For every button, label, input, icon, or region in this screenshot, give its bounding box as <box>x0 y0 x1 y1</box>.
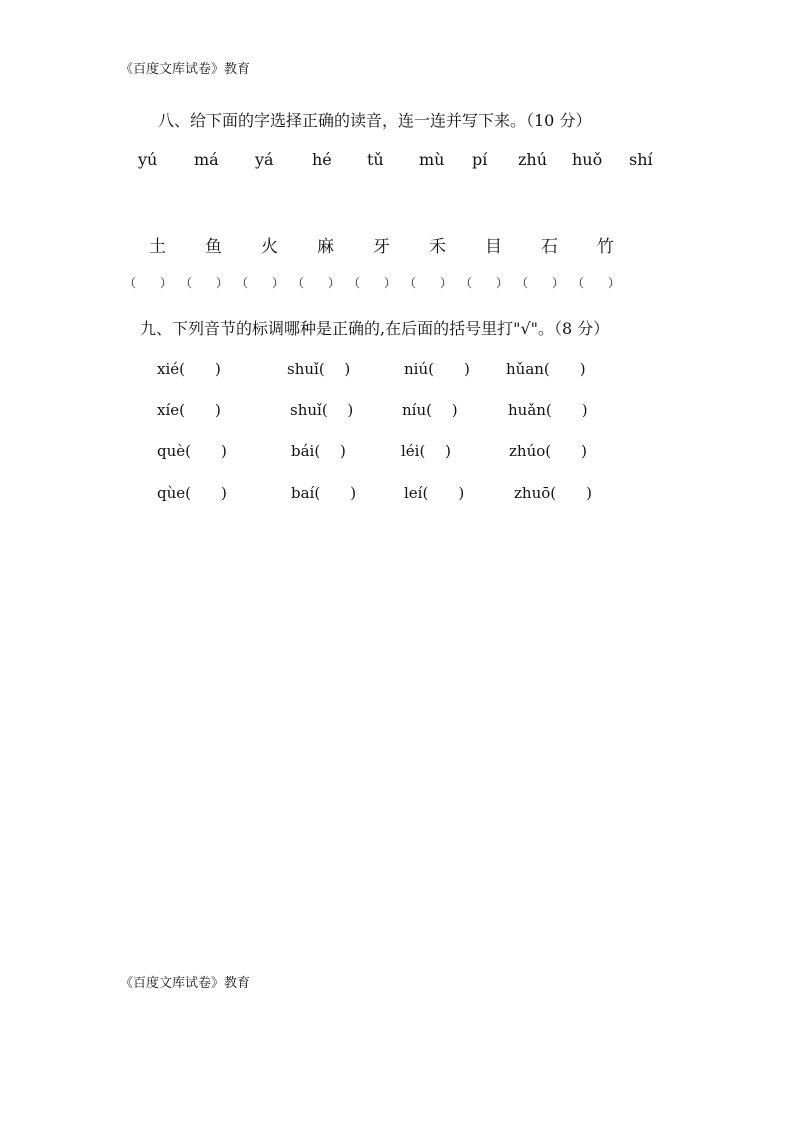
character-item: 牙 <box>373 237 390 257</box>
character-item: 石 <box>541 237 558 257</box>
pinyin-option: yá <box>255 150 274 169</box>
tone-option[interactable]: shuǐ( ) <box>287 360 351 378</box>
tone-option[interactable]: niú( ) <box>404 360 470 378</box>
tone-row <box>0 358 794 382</box>
character-item: 竹 <box>597 237 614 257</box>
tone-option[interactable]: shuǐ( ) <box>290 401 354 419</box>
question-9-title: 九、下列音节的标调哪种是正确的,在后面的括号里打"√"。（8 分） <box>140 319 610 338</box>
tone-row <box>0 399 794 423</box>
tone-option[interactable]: hǔan( ) <box>506 360 586 378</box>
tone-option[interactable]: zhuō( ) <box>514 484 592 502</box>
pinyin-option: hé <box>312 150 332 169</box>
tone-option[interactable]: què( ) <box>157 442 227 460</box>
character-item: 麻 <box>317 237 334 257</box>
answer-blank[interactable]: （ ） <box>236 276 285 290</box>
pinyin-option: shí <box>629 150 653 169</box>
answer-blank[interactable]: （ ） <box>460 276 509 290</box>
character-item: 目 <box>485 237 502 257</box>
tone-row <box>0 440 794 464</box>
tone-option[interactable]: xíe( ) <box>157 401 221 419</box>
character-item: 禾 <box>429 237 446 257</box>
tone-option[interactable]: qùe( ) <box>157 484 227 502</box>
tone-option[interactable]: zhúo( ) <box>509 442 587 460</box>
answer-blank[interactable]: （ ） <box>404 276 453 290</box>
character-item: 土 <box>149 237 166 257</box>
answer-blank[interactable]: （ ） <box>516 276 565 290</box>
pinyin-option: zhú <box>518 150 548 169</box>
answer-blank[interactable]: （ ） <box>124 276 173 290</box>
character-item: 火 <box>261 237 278 257</box>
tone-option[interactable]: xié( ) <box>157 360 221 378</box>
answer-blank[interactable]: （ ） <box>292 276 341 290</box>
character-item: 鱼 <box>205 237 222 257</box>
tone-option[interactable]: leí( ) <box>404 484 465 502</box>
tone-option[interactable]: léi( ) <box>401 442 451 460</box>
pinyin-option: mù <box>419 150 445 169</box>
tone-option[interactable]: níu( ) <box>402 401 458 419</box>
question-8-title: 八、给下面的字选择正确的读音，连一连并写下来。（10 分） <box>158 111 592 130</box>
answer-blank[interactable]: （ ） <box>348 276 397 290</box>
answer-blanks-row <box>0 274 794 298</box>
page-header: 《百度文库试卷》教育 <box>120 62 251 77</box>
tone-option[interactable]: baí( ) <box>291 484 357 502</box>
tone-option[interactable]: huǎn( ) <box>508 401 588 419</box>
tone-row <box>0 482 794 506</box>
answer-blank[interactable]: （ ） <box>180 276 229 290</box>
pinyin-option: tǔ <box>367 150 384 169</box>
pinyin-option: pí <box>472 150 488 169</box>
answer-blank[interactable]: （ ） <box>572 276 621 290</box>
pinyin-option: huǒ <box>572 150 603 169</box>
pinyin-option: yú <box>138 150 158 169</box>
pinyin-row <box>0 150 794 174</box>
tone-option[interactable]: bái( ) <box>291 442 346 460</box>
page-footer: 《百度文库试卷》教育 <box>120 976 251 991</box>
character-row <box>0 232 794 256</box>
pinyin-option: má <box>194 150 219 169</box>
